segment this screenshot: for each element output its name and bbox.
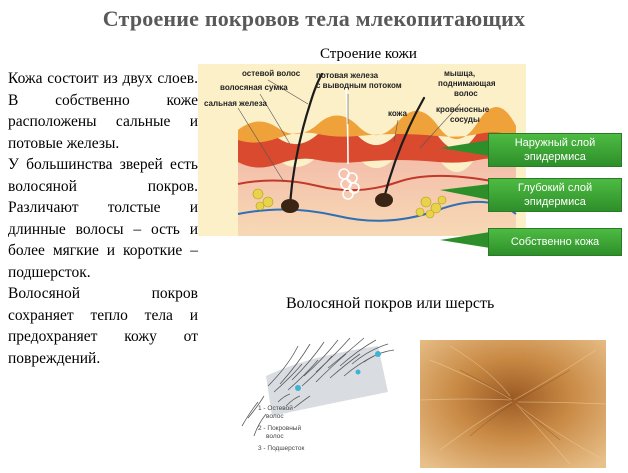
label-sweat-gland-1: потовая железа — [316, 71, 379, 80]
hair-legend-1b: волос — [266, 413, 284, 420]
hair-types-diagram — [228, 336, 398, 468]
label-muscle-2: поднимающая — [438, 79, 496, 88]
callout-pointers — [440, 120, 492, 250]
hair-legend-3: 3 - Подшерсток — [258, 445, 305, 452]
label-vessels-2: сосуды — [450, 115, 480, 124]
callout-deep-epidermis: Глубокий слой эпидермиса — [488, 178, 622, 212]
hair-legend-2a: 2 - Покровный — [258, 425, 302, 432]
label-hair-sheath: волосяная сумка — [220, 83, 288, 92]
callout-dermis: Собственно кожа — [488, 228, 622, 256]
paragraph-hair-types: У большинства зверей есть волосяной покров. Различают толстые и длинные волосы – ость и более мягкие и короткие – подшерсток. — [8, 156, 198, 281]
hair-legend-1a: 1 - Остевой — [258, 405, 293, 412]
label-guard-hair: остевой волос — [242, 69, 301, 78]
hair-legend-2b: волос — [266, 433, 284, 440]
fur-photo — [420, 340, 606, 468]
label-sweat-gland-2: с выводным потоком — [316, 81, 402, 90]
slide-title: Строение покровов тела млекопитающих — [102, 6, 526, 31]
body-text — [8, 68, 198, 369]
label-sebaceous-gland: сальная железа — [204, 99, 267, 108]
label-skin: кожа — [388, 109, 407, 118]
label-muscle-3: волос — [454, 89, 478, 98]
label-vessels-1: кровеносные — [436, 105, 490, 114]
hair-layers-illustration — [228, 336, 398, 468]
fur-texture-image — [420, 340, 606, 468]
skin-structure-caption: Строение кожи — [320, 46, 417, 62]
label-muscle-1: мышца, — [444, 69, 476, 78]
callout-outer-epidermis: Наружный слой эпидермиса — [488, 133, 622, 167]
paragraph-hair-function: Волосяной покров сохраняет тепло тела и предохраняет кожу от повреждений. — [8, 285, 198, 367]
fur-caption: Волосяной покров или шерсть — [286, 295, 495, 312]
paragraph-skin-layers: Кожа состоит из двух слоев. В собственно коже расположены сальные и потовые железы. — [8, 70, 198, 152]
